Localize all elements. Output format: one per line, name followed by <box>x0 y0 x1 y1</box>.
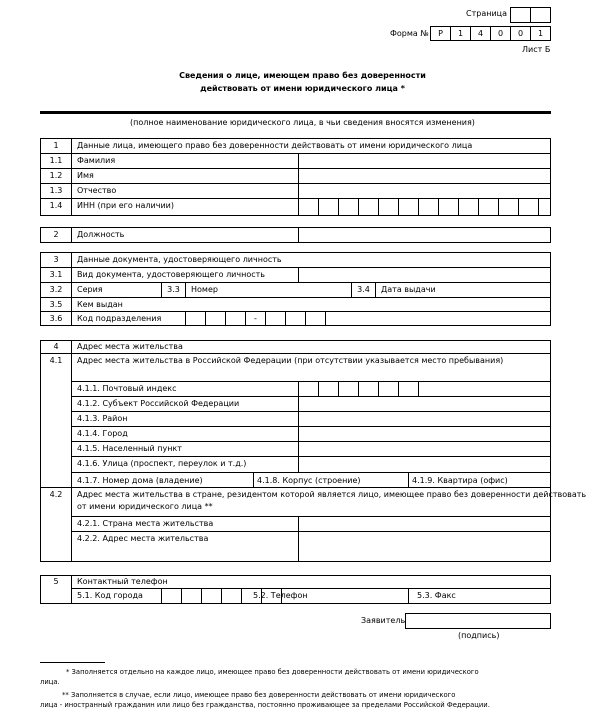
document-type-label: Вид документа, удостоверяющего личность <box>77 270 265 279</box>
fax-label: 5.3. Факс <box>417 591 456 600</box>
section-1-title: Данные лица, имеющего право без доверенности действовать от имени юридического лица <box>77 141 473 150</box>
position-field[interactable] <box>299 228 550 242</box>
section-4-2-title-line1: Адрес места жительства в стране, резидентом которой является лицо, имеющее право без доверенности действовать <box>77 490 587 499</box>
division-code-field[interactable] <box>186 312 326 325</box>
city-label: 4.1.4. Город <box>77 429 128 438</box>
row-number: 1.4 <box>49 201 63 210</box>
form-title-line2: действовать от имени юридического лица * <box>200 84 405 93</box>
section-1-number: 1 <box>53 141 59 150</box>
section-4-2-title-line2: от имени юридического лица ** <box>77 502 213 511</box>
number-field[interactable] <box>226 283 351 297</box>
patronymic-label: Отчество <box>77 186 117 195</box>
signature-caption: (подпись) <box>458 631 500 640</box>
signature-field[interactable] <box>405 613 551 629</box>
inn-field[interactable] <box>299 199 550 215</box>
phone-field[interactable] <box>307 589 407 603</box>
issue-date-label: Дата выдачи <box>381 285 436 294</box>
foreign-address-label: 4.2.2. Адрес места жительства <box>77 534 209 543</box>
number-label: Номер <box>191 285 218 294</box>
region-label: 4.1.2. Субъект Российской Федерации <box>77 399 240 408</box>
postal-code-field[interactable] <box>299 382 550 396</box>
city-field[interactable] <box>299 427 550 441</box>
foreign-address-field[interactable] <box>299 532 550 561</box>
settlement-label: 4.1.5. Населенный пункт <box>77 444 182 453</box>
patronymic-field[interactable] <box>299 184 550 198</box>
section-5-title: Контактный телефон <box>77 577 168 586</box>
section-3 <box>40 252 551 326</box>
form-number-cell: 0 <box>510 26 531 41</box>
footnote-1-line2: лица. <box>40 678 60 686</box>
issued-by-field[interactable] <box>131 298 550 311</box>
city-code-label: 5.1. Код города <box>77 591 143 600</box>
org-name-caption: (полное наименование юридического лица, в чьи сведения вносятся изменения) <box>130 118 475 127</box>
footnote-1-line1: * Заполняется отдельно на каждое лицо, имеющее право без доверенности действовать от имени юридического <box>66 668 479 676</box>
row-number: 3.5 <box>49 300 63 309</box>
form-number-cell: 1 <box>530 26 551 41</box>
country-label: 4.2.1. Страна места жительства <box>77 519 214 528</box>
row-number: 3.6 <box>49 314 63 323</box>
phone-label: 5.2. Телефон <box>253 591 308 600</box>
series-field[interactable] <box>111 283 161 297</box>
house-number-label: 4.1.7. Номер дома (владение) <box>77 476 203 485</box>
applicant-label: Заявитель <box>361 616 406 625</box>
section-5 <box>40 575 551 604</box>
division-code-label: Код подразделения <box>77 314 162 323</box>
issue-date-field[interactable] <box>436 283 550 297</box>
section-3-title: Данные документа, удостоверяющего личность <box>77 255 282 264</box>
region-field[interactable] <box>299 397 550 411</box>
row-number: 1.3 <box>49 186 63 195</box>
surname-field[interactable] <box>299 154 550 168</box>
section-2 <box>40 227 551 243</box>
row-number: 4.1 <box>49 356 63 365</box>
section-4-title: Адрес места жительства <box>77 342 183 351</box>
form-number-cell: Р <box>430 26 451 41</box>
section-4-number: 4 <box>53 342 59 351</box>
series-label: Серия <box>77 285 103 294</box>
document-type-field[interactable] <box>299 268 550 282</box>
section-1 <box>40 138 551 216</box>
form-label: Форма № <box>390 29 429 38</box>
section-4-1-title: Адрес места жительства в Российской Федерации (при отсутствии указывается место пребывания) <box>77 356 504 365</box>
section-4 <box>40 340 587 562</box>
division-code-dash: - <box>254 314 257 323</box>
section-2-number: 2 <box>53 230 59 239</box>
apartment-label: 4.1.9. Квартира (офис) <box>412 476 508 485</box>
org-name-line[interactable] <box>40 111 551 114</box>
section-5-number: 5 <box>53 577 59 586</box>
first-name-label: Имя <box>77 171 94 180</box>
form-number-cell: 0 <box>490 26 511 41</box>
street-field[interactable] <box>299 457 550 472</box>
row-number: 3.2 <box>49 285 63 294</box>
page-number-cell-2[interactable] <box>530 7 551 23</box>
page-label: Страница <box>466 9 508 18</box>
page-number-cell-1[interactable] <box>510 7 531 23</box>
footnote-2-line1: ** Заполняется в случае, если лицо, имеющее право без доверенности действовать от имени юридического <box>62 691 456 699</box>
position-label: Должность <box>77 230 125 239</box>
settlement-field[interactable] <box>299 442 550 456</box>
form-number-cell: 1 <box>450 26 471 41</box>
row-number: 3.3 <box>167 285 180 294</box>
footnote-2-line2: лица - иностранный гражданин или лицо без гражданства, постоянно проживающее за пределами Российской Федерации. <box>40 701 490 709</box>
sheet-label: Лист Б <box>522 45 551 54</box>
form-title-line1: Сведения о лице, имеющем право без доверенности <box>179 71 426 80</box>
footnote-separator <box>40 662 105 663</box>
row-number: 4.2 <box>49 490 63 499</box>
issued-by-label: Кем выдан <box>77 300 123 309</box>
row-number: 1.2 <box>49 171 63 180</box>
row-number: 3.1 <box>49 270 63 279</box>
surname-label: Фамилия <box>77 156 116 165</box>
first-name-field[interactable] <box>299 169 550 183</box>
country-field[interactable] <box>299 517 550 531</box>
postal-code-label: 4.1.1. Почтовый индекс <box>77 384 177 393</box>
form-number-cell: 4 <box>470 26 491 41</box>
district-field[interactable] <box>299 412 550 426</box>
section-3-number: 3 <box>53 255 59 264</box>
district-label: 4.1.3. Район <box>77 414 128 423</box>
inn-label: ИНН (при его наличии) <box>77 201 174 210</box>
row-number: 1.1 <box>49 156 63 165</box>
row-number: 3.4 <box>357 285 370 294</box>
fax-field[interactable] <box>461 589 550 603</box>
street-label: 4.1.6. Улица (проспект, переулок и т.д.) <box>77 459 247 468</box>
building-label: 4.1.8. Корпус (строение) <box>257 476 361 485</box>
